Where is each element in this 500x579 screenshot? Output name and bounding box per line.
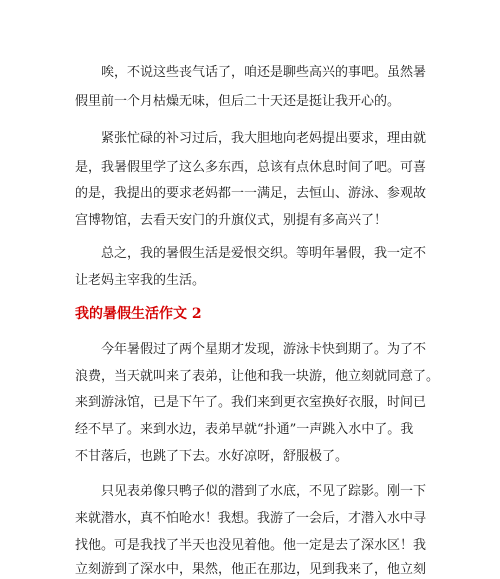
paragraph-line: 经不早了。来到水边，表弟早就“扑通”一声跳入水中了。我	[75, 422, 414, 437]
paragraph-line: 来到游泳馆，已是下午了。我们来到更衣室换好衣服，时间已	[75, 395, 427, 410]
paragraph-line: 立刻游到了深水中，果然，他正在那边，见到我来了，他立刻	[75, 562, 427, 577]
paragraph-line: 是，我暑假里学了这么多东西，总该有点休息时间了吧。可喜	[75, 160, 427, 175]
paragraph-line: 宫博物馆，去看天安门的升旗仪式，别提有多高兴了！	[75, 213, 388, 228]
section-heading: 我的暑假生活作文 2	[75, 306, 202, 322]
paragraph-line: 来就潜水，真不怕呛水！我想。我游了一会后，才潜入水中寻	[75, 511, 427, 526]
paragraph-line: 只见表弟像只鸭子似的潜到了水底，不见了踪影。刚一下	[75, 484, 427, 499]
paragraph-line: 总之，我的暑假生活是爱恨交织。等明年暑假，我一定不	[75, 246, 427, 261]
paragraph-line: 的是，我提出的要求老妈都一一满足，去恒山、游泳、参观故	[75, 186, 427, 201]
paragraph-line: 让老妈主宰我的生活。	[75, 273, 206, 288]
paragraph-line: 浪费，当天就叫来了表弟，让他和我一块游，他立刻就同意了。	[75, 369, 440, 384]
paragraph-line: 找他。可是我找了半天也没见着他。他一定是去了深水区！我	[75, 538, 427, 553]
paragraph-line: 不甘落后，也跳了下去。水好凉呀，舒服极了。	[75, 449, 349, 464]
paragraph-line: 假里前一个月枯燥无味，但后二十天还是挺让我开心的。	[75, 94, 401, 109]
paragraph-line: 紧张忙碌的补习过后，我大胆地向老妈提出要求，理由就	[75, 131, 427, 146]
paragraph-line: 今年暑假过了两个星期才发现，游泳卡快到期了。为了不	[75, 342, 427, 357]
paragraph-line: 唉，不说这些丧气话了，咱还是聊些高兴的事吧。虽然暑	[75, 65, 427, 80]
